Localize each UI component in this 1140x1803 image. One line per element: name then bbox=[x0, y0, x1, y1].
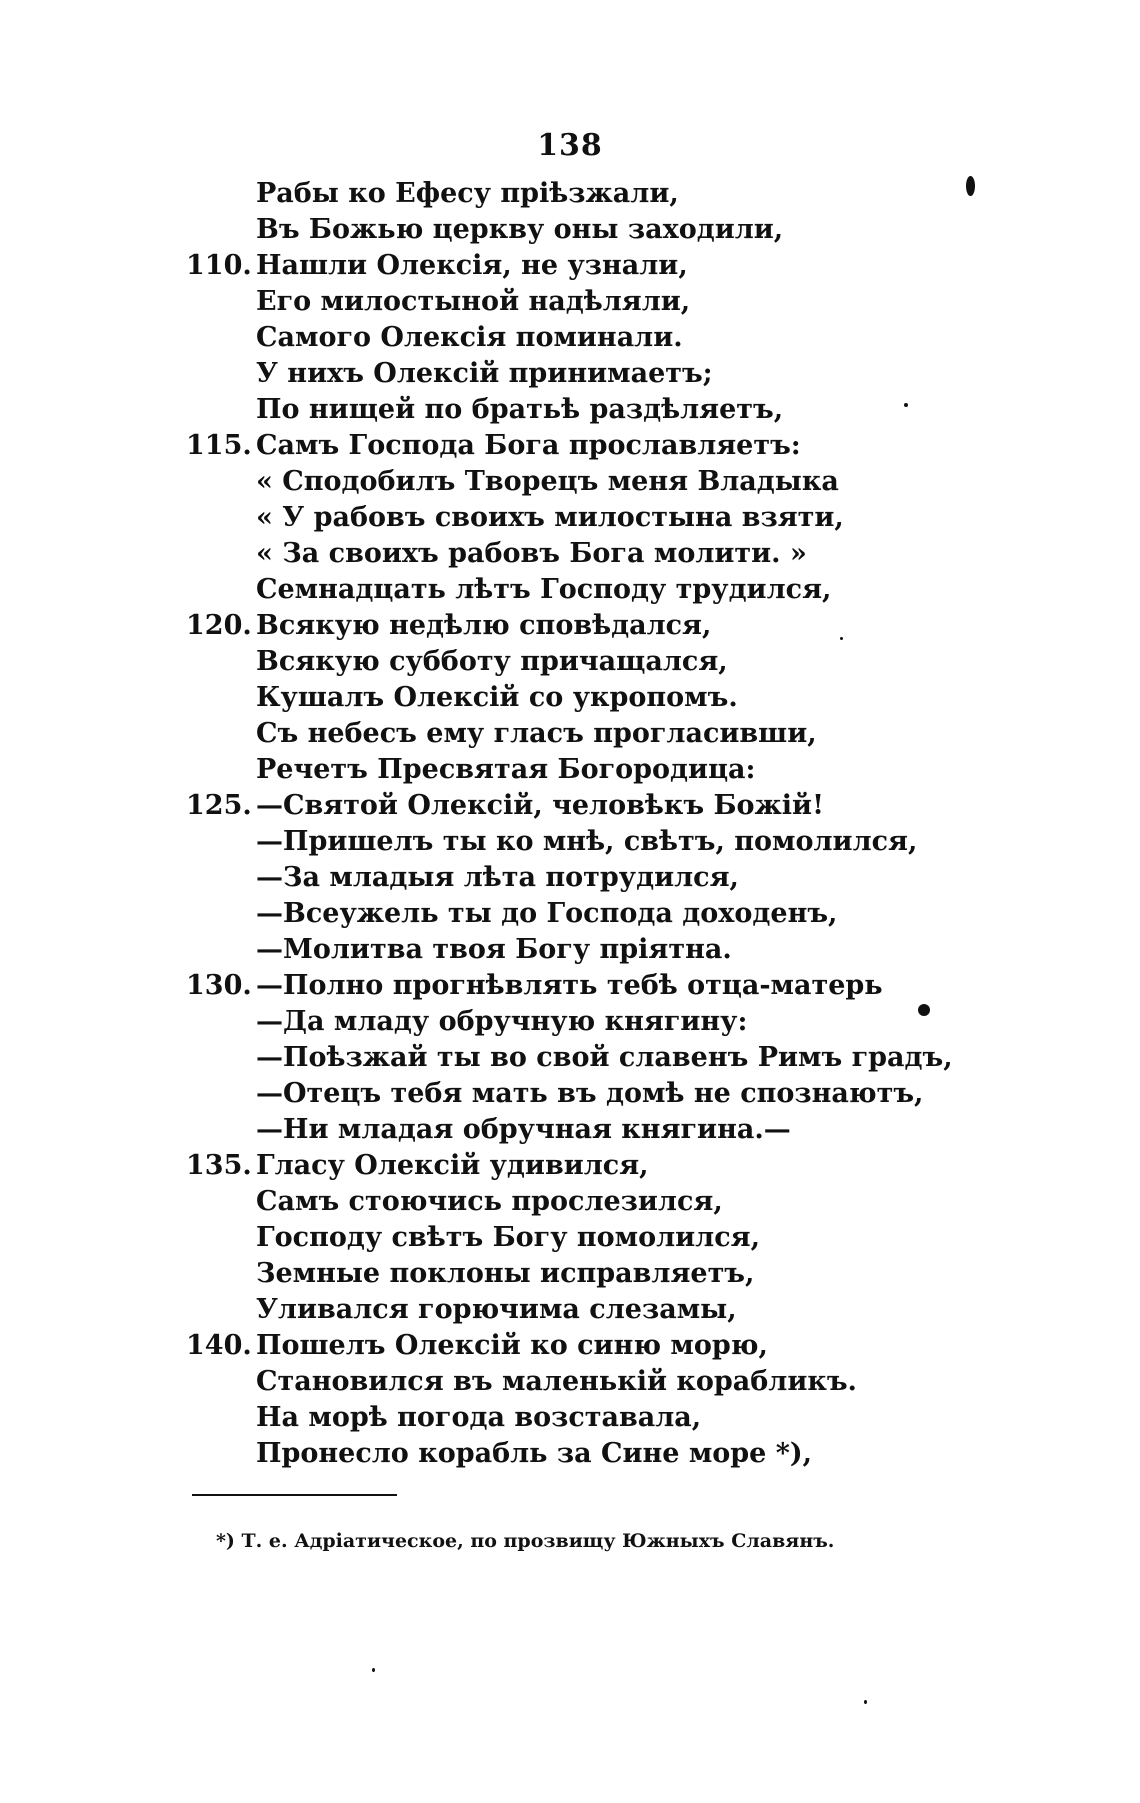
line-text: Самъ Господа Бога прославляетъ: bbox=[256, 430, 801, 461]
verse-line bbox=[0, 860, 1140, 896]
page-number: 138 bbox=[537, 128, 603, 163]
verse-line bbox=[0, 464, 1140, 500]
verse-line bbox=[0, 1436, 1140, 1472]
footnote-rule bbox=[192, 1494, 397, 1496]
verse-line bbox=[0, 1256, 1140, 1292]
line-text: Рабы ко Ефесу пріѣзжали, bbox=[256, 178, 679, 209]
line-number: 130. bbox=[186, 970, 252, 1001]
line-text: Его милостыной надѣляли, bbox=[256, 286, 691, 317]
verse-line bbox=[0, 536, 1140, 572]
line-number: 115. bbox=[186, 430, 252, 461]
line-number: 140. bbox=[186, 1330, 252, 1361]
line-text: —Полно прогнѣвлять тебѣ отца-матерь bbox=[256, 970, 883, 1001]
verse-line bbox=[0, 1328, 1140, 1364]
verse-line bbox=[0, 644, 1140, 680]
verse-line bbox=[0, 500, 1140, 536]
verse-line bbox=[0, 320, 1140, 356]
verse-line bbox=[0, 1220, 1140, 1256]
ink-speck bbox=[840, 637, 843, 640]
footnote: *) Т. е. Адріатическое, по прозвищу Южныхъ Славянъ. bbox=[216, 1530, 835, 1552]
line-text: У нихъ Олексій принимаетъ; bbox=[256, 358, 713, 389]
line-number: 135. bbox=[186, 1150, 252, 1181]
line-number: 110. bbox=[186, 250, 252, 281]
verse-line bbox=[0, 1040, 1140, 1076]
line-text: Речетъ Пресвятая Богородица: bbox=[256, 754, 756, 785]
line-text: По нищей по братьѣ раздѣляетъ, bbox=[256, 394, 784, 425]
line-text: « За своихъ рабовъ Бога молити. » bbox=[256, 538, 807, 569]
line-text: Становился въ маленькій корабликъ. bbox=[256, 1366, 857, 1397]
line-text: —Да младу обручную княгину: bbox=[256, 1006, 748, 1037]
line-text: Господу свѣтъ Богу помолился, bbox=[256, 1222, 760, 1253]
line-text: —Поѣзжай ты во свой славенъ Римъ градъ, bbox=[256, 1042, 953, 1073]
ink-speck bbox=[966, 176, 975, 196]
line-text: « У рабовъ своихъ милостына взяти, bbox=[256, 502, 844, 533]
line-text: Нашли Олексія, не узнали, bbox=[256, 250, 688, 281]
verse-line bbox=[0, 752, 1140, 788]
line-text: Всякую субботу причащался, bbox=[256, 646, 728, 677]
verse-line bbox=[0, 896, 1140, 932]
verse-line bbox=[0, 1400, 1140, 1436]
ink-speck bbox=[918, 1004, 930, 1016]
verse-line bbox=[0, 716, 1140, 752]
verse-line bbox=[0, 608, 1140, 644]
verse-line bbox=[0, 824, 1140, 860]
verse-line bbox=[0, 1148, 1140, 1184]
line-text: Кушалъ Олексій со укропомъ. bbox=[256, 682, 738, 713]
line-text: Уливался горючима слезамы, bbox=[256, 1294, 737, 1325]
verse-line bbox=[0, 1112, 1140, 1148]
verse-line bbox=[0, 788, 1140, 824]
ink-speck bbox=[904, 403, 908, 407]
line-text: Съ небесъ ему гласъ прогласивши, bbox=[256, 718, 817, 749]
line-text: —Молитва твоя Богу пріятна. bbox=[256, 934, 732, 965]
ink-speck bbox=[864, 1700, 867, 1704]
line-text: —Святой Олексій, человѣкъ Божій! bbox=[256, 790, 824, 821]
line-text: Всякую недѣлю сповѣдался, bbox=[256, 610, 712, 641]
verse-line bbox=[0, 1184, 1140, 1220]
line-text: —Пришелъ ты ко мнѣ, свѣтъ, помолился, bbox=[256, 826, 918, 857]
line-text: Самого Олексія поминали. bbox=[256, 322, 683, 353]
verse-line bbox=[0, 1292, 1140, 1328]
line-text: —Ни младая обручная княгина.— bbox=[256, 1114, 791, 1145]
verse-line bbox=[0, 392, 1140, 428]
line-number: 125. bbox=[186, 790, 252, 821]
verse-line bbox=[0, 1364, 1140, 1400]
verse-line bbox=[0, 356, 1140, 392]
line-text: Пошелъ Олексій ко синю морю, bbox=[256, 1330, 768, 1361]
verse-line bbox=[0, 968, 1140, 1004]
line-text: —Всеужель ты до Господа доходенъ, bbox=[256, 898, 838, 929]
line-text: Гласу Олексій удивился, bbox=[256, 1150, 649, 1181]
verse-line bbox=[0, 284, 1140, 320]
line-text: Въ Божью церкву оны заходили, bbox=[256, 214, 784, 245]
line-text: Пронесло корабль за Сине море *), bbox=[256, 1438, 813, 1469]
line-text: Самъ стоючись прослезился, bbox=[256, 1186, 723, 1217]
line-text: Семнадцать лѣтъ Господу трудился, bbox=[256, 574, 832, 605]
verse-line bbox=[0, 248, 1140, 284]
line-text: На морѣ погода возставала, bbox=[256, 1402, 702, 1433]
verse-line bbox=[0, 1076, 1140, 1112]
line-number: 120. bbox=[186, 610, 252, 641]
verse-line bbox=[0, 680, 1140, 716]
ink-speck bbox=[372, 1668, 375, 1672]
verse-line bbox=[0, 932, 1140, 968]
line-text: Земные поклоны исправляетъ, bbox=[256, 1258, 755, 1289]
poem bbox=[0, 176, 1140, 1472]
line-text: « Сподобилъ Творецъ меня Владыка bbox=[256, 466, 839, 497]
verse-line bbox=[0, 212, 1140, 248]
verse-line bbox=[0, 1004, 1140, 1040]
verse-line bbox=[0, 572, 1140, 608]
line-text: —За младыя лѣта потрудился, bbox=[256, 862, 739, 893]
verse-line bbox=[0, 428, 1140, 464]
line-text: —Отецъ тебя мать въ домѣ не спознаютъ, bbox=[256, 1078, 924, 1109]
